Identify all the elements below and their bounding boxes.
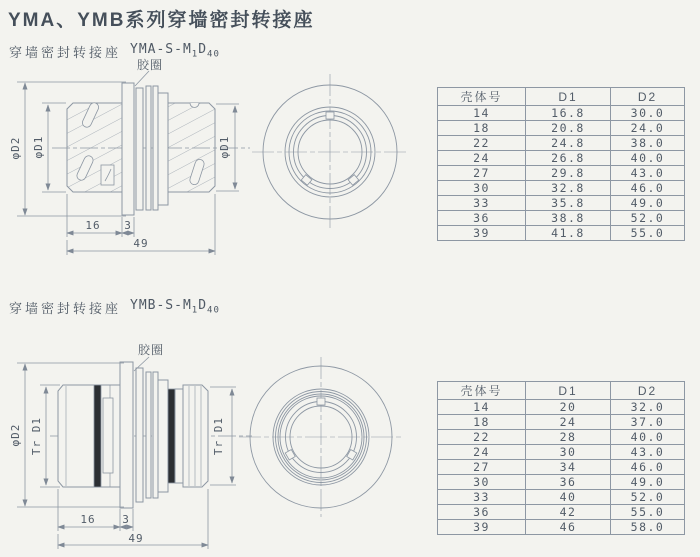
dim-label-d1-left: φD1 (32, 135, 45, 159)
table-cell: 30 (438, 181, 526, 196)
table-cell: 49.0 (611, 475, 685, 490)
yma-side-view-drawing (0, 60, 260, 267)
table-cell: 18 (438, 415, 526, 430)
table-header-row (438, 88, 685, 106)
keyway-notch (326, 112, 334, 119)
table-cell: 46.0 (611, 181, 685, 196)
table-cell: 42 (526, 505, 611, 520)
table-cell: 20.8 (526, 121, 611, 136)
dim-label-49: 49 (128, 532, 144, 545)
table-cell: 28 (526, 430, 611, 445)
model-subscript: 1 (191, 305, 199, 316)
shell-body-right (183, 385, 208, 487)
column-header: 壳体号 (438, 88, 526, 106)
table-cell: 39 (438, 226, 526, 241)
table-cell: 43.0 (611, 445, 685, 460)
table-cell: 30.0 (611, 106, 685, 121)
keyway-notch (317, 398, 325, 405)
column-header: D2 (611, 382, 685, 400)
table-cell: 30 (438, 475, 526, 490)
section1-label: 穿墙密封转接座 (9, 45, 122, 60)
table-cell: 52.0 (611, 490, 685, 505)
table-cell: 40.0 (611, 430, 685, 445)
table-header-row (438, 382, 685, 400)
table-row (438, 151, 685, 166)
table-cell: 40.0 (611, 151, 685, 166)
table-cell: 38.0 (611, 136, 685, 151)
dim-label-d2: φD2 (9, 423, 22, 447)
dim-label-d2: φD2 (9, 136, 22, 160)
spacer-ring (158, 93, 168, 205)
table-cell: 24 (526, 415, 611, 430)
section2-model (130, 298, 220, 316)
table-cell: 22 (438, 430, 526, 445)
glue-ring-label: 胶圈 (137, 58, 164, 72)
model-text: YMB-S-M (130, 298, 192, 313)
table-cell: 41.8 (526, 226, 611, 241)
table-row (438, 445, 685, 460)
column-header: D1 (526, 382, 611, 400)
table-cell: 52.0 (611, 211, 685, 226)
rubber-seal-ring (136, 88, 143, 210)
table-cell: 43.0 (611, 166, 685, 181)
dim-label-d1-right: φD1 (218, 135, 231, 159)
table-row (438, 505, 685, 520)
model-subscript: 40 (207, 305, 220, 316)
leader-line (135, 71, 149, 86)
lock-ring (146, 86, 151, 210)
table-cell: 55.0 (611, 505, 685, 520)
lock-ring (146, 372, 151, 498)
table-row (438, 166, 685, 181)
model-text: YMA-S-M (130, 42, 192, 57)
table-row (438, 226, 685, 241)
column-header: D2 (611, 88, 685, 106)
table-cell: 39 (438, 520, 526, 535)
ymb-side-view-drawing (0, 350, 260, 557)
table-cell: 24.8 (526, 136, 611, 151)
ymb-dimension-table (437, 381, 685, 535)
column-header: D1 (526, 88, 611, 106)
o-ring-band (168, 389, 175, 483)
table-cell: 55.0 (611, 226, 685, 241)
table-cell: 34 (526, 460, 611, 475)
table-cell: 32.0 (611, 400, 685, 415)
dim-label-3: 3 (124, 219, 132, 232)
dim-label-49: 49 (133, 237, 149, 250)
dim-label-16: 16 (85, 219, 101, 232)
table-cell: 14 (438, 400, 526, 415)
table-cell: 33 (438, 196, 526, 211)
lock-ring (153, 372, 158, 498)
table-cell: 36 (526, 475, 611, 490)
table-cell: 36 (438, 505, 526, 520)
table-row (438, 415, 685, 430)
table-cell: 40 (526, 490, 611, 505)
yma-dimension-table (437, 87, 685, 241)
table-cell: 27 (438, 460, 526, 475)
ymb-front-circles (239, 357, 403, 517)
table-cell: 37.0 (611, 415, 685, 430)
rubber-seal-ring (136, 368, 143, 502)
table-row (438, 211, 685, 226)
dim-label-trd1-left: Tr D1 (30, 416, 43, 456)
table-cell: 49.0 (611, 196, 685, 211)
table-cell: 38.8 (526, 211, 611, 226)
table-cell: 35.8 (526, 196, 611, 211)
table-row (438, 136, 685, 151)
table-cell: 24.0 (611, 121, 685, 136)
table-cell: 22 (438, 136, 526, 151)
table-cell: 14 (438, 106, 526, 121)
yma-front-view-drawing (250, 70, 415, 240)
table-row (438, 400, 685, 415)
yma-front-circles (252, 74, 408, 230)
table-row (438, 460, 685, 475)
table-cell: 20 (526, 400, 611, 415)
thread-callout-box (101, 165, 114, 185)
dim-label-3: 3 (122, 513, 130, 526)
model-subscript: 40 (207, 49, 220, 60)
table-cell: 58.0 (611, 520, 685, 535)
table-row (438, 520, 685, 535)
column-header: 壳体号 (438, 382, 526, 400)
mounting-flange (122, 83, 134, 215)
table-row (438, 430, 685, 445)
table-cell: 18 (438, 121, 526, 136)
dim-label-16: 16 (80, 513, 96, 526)
keyway-slot (103, 398, 113, 473)
mounting-flange (120, 362, 133, 508)
table-cell: 32.8 (526, 181, 611, 196)
ymb-front-view-drawing (235, 355, 410, 520)
page-title: YMA、YMB系列穿墙密封转接座 (8, 10, 315, 31)
table-cell: 24 (438, 151, 526, 166)
table-cell: 46 (526, 520, 611, 535)
glue-ring-label: 胶圈 (138, 343, 165, 357)
table-cell: 26.8 (526, 151, 611, 166)
model-text: D (198, 298, 208, 313)
table-row (438, 106, 685, 121)
table-cell: 29.8 (526, 166, 611, 181)
table-cell: 36 (438, 211, 526, 226)
table-cell: 16.8 (526, 106, 611, 121)
model-text: D (198, 42, 208, 57)
table-cell: 33 (438, 490, 526, 505)
spacer-ring (158, 380, 168, 492)
model-subscript: 1 (191, 49, 199, 60)
table-row (438, 121, 685, 136)
o-ring-band (94, 385, 101, 487)
table-cell: 24 (438, 445, 526, 460)
table-row (438, 475, 685, 490)
table-cell: 27 (438, 166, 526, 181)
spacer-ring (175, 389, 183, 483)
table-cell: 30 (526, 445, 611, 460)
table-row (438, 490, 685, 505)
table-row (438, 196, 685, 211)
table-cell: 46.0 (611, 460, 685, 475)
table-row (438, 181, 685, 196)
dim-label-trd1-right: Tr D1 (212, 416, 225, 456)
section2-label: 穿墙密封转接座 (9, 301, 122, 316)
lock-ring (153, 86, 158, 210)
